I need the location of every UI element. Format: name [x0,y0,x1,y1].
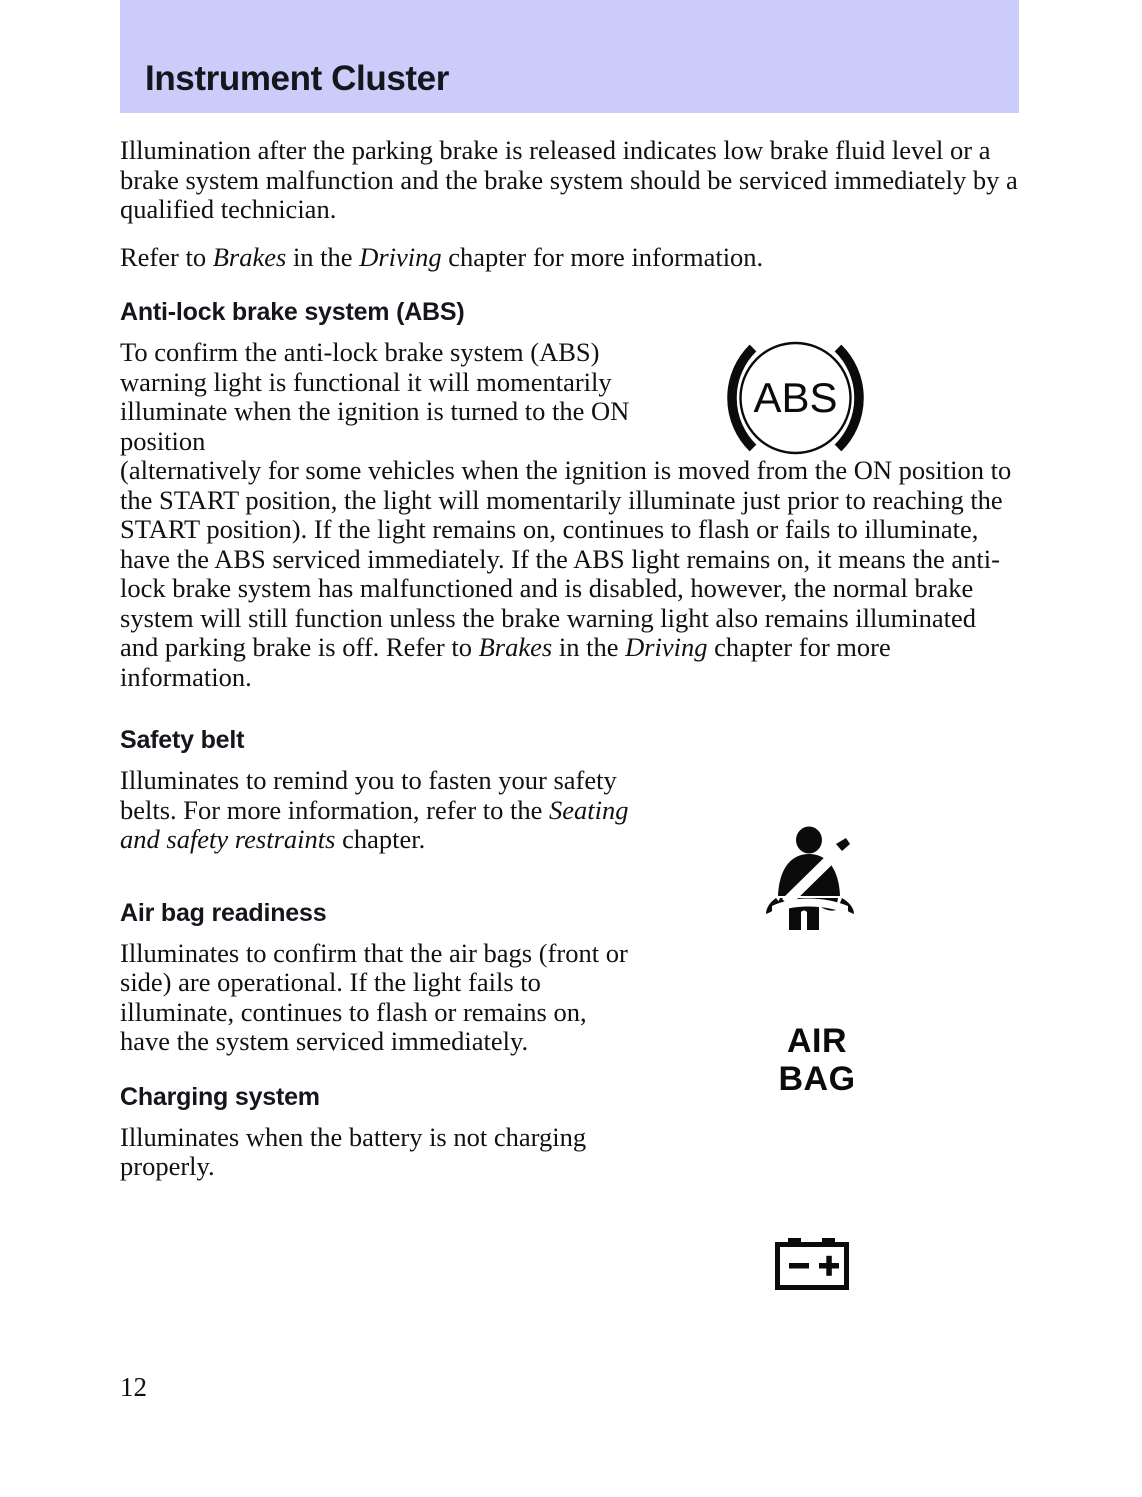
section-heading-air-bag: Air bag readiness [120,898,327,927]
air-bag-label-line-1: AIR [786,1022,848,1060]
intro-paragraph-2 [120,243,1020,273]
section-heading-safety-belt: Safety belt [120,726,245,754]
safety-belt-text-1: Illuminates to remind you to fasten your safety belts. For more information, refer to the [120,765,617,825]
safety-belt-body [120,766,640,855]
section-heading-abs: Anti-lock brake system (ABS) [120,298,465,326]
intro-p2-italic-brakes: Brakes [212,241,287,272]
section-heading-charging-system: Charging system [120,1082,320,1111]
battery-charging-icon [775,1238,849,1290]
intro-p2-text-1: Refer to [120,241,213,272]
air-bag-icon [762,1022,872,1104]
safety-belt-italic-seating: Seating and safety restraints [120,794,629,854]
abs-italic-driving: Driving [625,632,708,662]
air-bag-label-line-2: BAG [778,1060,856,1098]
abs-warning-icon [723,332,868,464]
abs-italic-brakes: Brakes [478,632,553,662]
abs-body-wrapped: To confirm the anti-lock brake system (ABS) warning light is functional it will momentarily illuminate when the ignition is turned to the ON position [120,337,630,456]
abs-icon-label: ABS [753,374,838,421]
intro-paragraph-1: Illumination after the parking brake is released indicates low brake fluid level or a brake system malfunction and the brake system should be serviced immediately by a qualified technician. [120,135,1018,224]
intro-p2-text-2: in the [286,241,360,272]
safety-belt-text-2: chapter. [335,824,426,854]
page-number: 12 [120,1372,147,1402]
safety-belt-icon [766,826,858,934]
page-title: Instrument Cluster [145,59,449,98]
abs-body-text-3: chapter for more information. [120,632,891,692]
abs-body-text-1: (alternatively for some vehicles when the ignition is moved from the ON position to the START position, the light will momentarily illuminate just prior to reaching the START position). If the light remains on, continues to flash or fails to illuminate, have the ABS serviced immediately. If the ABS light remains on, it means the anti-lock brake system has malfunctioned and is disabled, however, the normal brake system will still function unless the brake warning light also remains illuminated and parking brake is off. Refer to [120,455,1012,662]
charging-system-body: Illuminates when the battery is not charging properly. [120,1121,587,1181]
intro-p2-italic-driving: Driving [359,241,442,272]
intro-p2-text-3: chapter for more information. [441,241,764,272]
abs-body-full [120,456,1020,692]
air-bag-body: Illuminates to confirm that the air bags (front or side) are operational. If the light fails to illuminate, continues to flash or remains on, have the system serviced immediately. [120,937,628,1056]
abs-body-text-2: in the [552,632,626,662]
page-content [120,136,1020,1200]
